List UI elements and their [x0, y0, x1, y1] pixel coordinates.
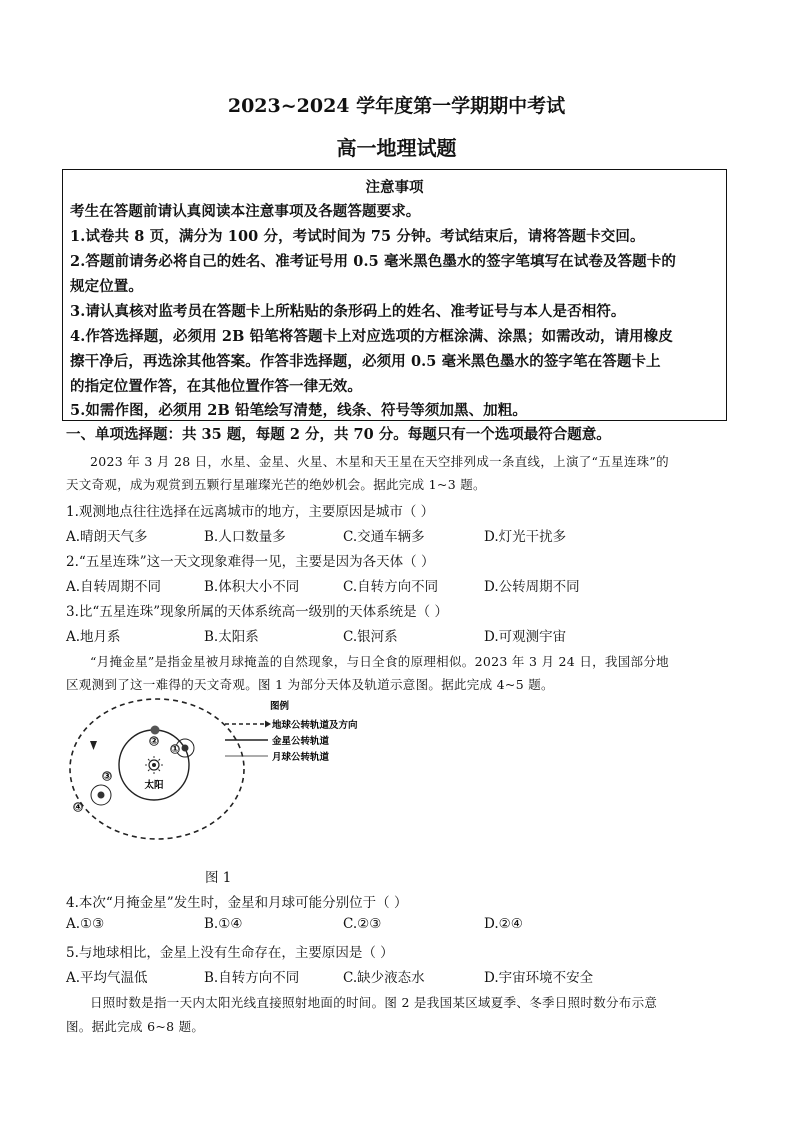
section-title: 一、单项选择题：共 35 题，每题 2 分，共 70 分。每题只有一个选项最符合题意。: [66, 426, 611, 443]
q5-option-a: A.平均气温低: [66, 970, 148, 986]
figure-1-caption: 图 1: [205, 870, 232, 886]
position-markers: [74, 736, 180, 813]
passage-line: 天文奇观，成为观赏到五颗行星璀璨光芒的绝妙机会。据此完成 1~3 题。: [66, 477, 486, 492]
q1-option-b: B.人口数量多: [204, 529, 286, 545]
q2-option-d: D.公转周期不同: [484, 579, 580, 595]
q5-option-b: B.自转方向不同: [204, 970, 300, 986]
passage-line: 图。据此完成 6~8 题。: [66, 1019, 205, 1034]
marker-4: ④: [73, 802, 83, 813]
notice-line: 4.作答选择题，必须用 2B 铅笔将答题卡上对应选项的方框涂满、涂黑；如需改动，请用橡皮: [70, 328, 673, 345]
q1-option-d: D.灯光干扰多: [484, 529, 567, 545]
marker-1: ①: [170, 744, 180, 755]
q4-option-a: A.①③: [66, 916, 105, 932]
q3-option-d: D.可观测宇宙: [484, 629, 567, 645]
earth-left: [98, 792, 105, 799]
q5-option-c: C.缺少液态水: [343, 970, 425, 986]
question-5-stem: 5.与地球相比，金星上没有生命存在，主要原因是（ ）: [66, 945, 394, 961]
earth-right: [182, 745, 189, 752]
notice-line: 考生在答题前请认真阅读本注意事项及各题答题要求。: [70, 203, 421, 220]
q2-option-c: C.自转方向不同: [343, 579, 439, 595]
notice-line: 1.试卷共 8 页，满分为 100 分，考试时间为 75 分钟。考试结束后，请将答题卡交回。: [70, 228, 645, 245]
passage-line: 2023 年 3 月 28 日，水星、金星、火星、木星和天王星在天空排列成一条直线，上演了“五星连珠”的: [90, 454, 669, 469]
venus-planet: [151, 726, 160, 735]
notice-heading: 注意事项: [365, 179, 424, 196]
q4-option-c: C.②③: [343, 916, 382, 932]
legend-title: 图例: [270, 701, 290, 712]
notice-line: 的指定位置作答，在其他位置作答一律无效。: [70, 378, 362, 395]
notice-line: 擦干净后，再选涂其他答案。作答非选择题，必须用 0.5 毫米黑色墨水的签字笔在答题卡上: [70, 353, 661, 370]
question-3-stem: 3.比“五星连珠”现象所属的天体系统高一级别的天体系统是（ ）: [66, 604, 448, 620]
question-4-stem: 4.本次“月掩金星”发生时，金星和月球可能分别位于（ ）: [66, 895, 408, 911]
exam-title: 2023~2024 学年度第一学期期中考试: [227, 95, 566, 117]
sun-label: 太阳: [144, 780, 164, 791]
notice-line: 3.请认真核对监考员在答题卡上所粘贴的条形码上的姓名、准考证号与本人是否相符。: [70, 303, 626, 320]
notice-line: 5.如需作图，必须用 2B 铅笔绘写清楚，线条、符号等须加黑、加粗。: [70, 402, 527, 419]
legend-item-earth-orbit: 地球公转轨道及方向: [272, 720, 358, 731]
notice-line: 2.答题前请务必将自己的姓名、准考证号用 0.5 毫米黑色墨水的签字笔填写在试卷及答题卡的: [70, 253, 676, 270]
legend-item-venus-orbit: 金星公转轨道: [272, 736, 330, 747]
q2-option-b: B.体积大小不同: [204, 579, 300, 595]
figure-1-orbit-diagram: [62, 697, 382, 847]
question-2-stem: 2.“五星连珠”这一天文现象难得一见，主要是因为各天体（ ）: [66, 554, 435, 570]
notice-box: [62, 169, 727, 421]
passage-line: 区观测到了这一难得的天文奇观。图 1 为部分天体及轨道示意图。据此完成 4~5 题。: [66, 677, 554, 692]
q4-option-b: B.①④: [204, 916, 243, 932]
notice-line: 规定位置。: [70, 278, 143, 295]
exam-subtitle: 高一地理试题: [336, 136, 457, 160]
marker-2: ②: [149, 736, 159, 747]
sun-icon: [145, 756, 163, 774]
legend-arrow-icon: [265, 721, 271, 728]
q1-option-a: A.晴朗天气多: [66, 529, 148, 545]
direction-arrow-icon: [90, 741, 97, 750]
q1-option-c: C.交通车辆多: [343, 529, 425, 545]
q2-option-a: A.自转周期不同: [66, 579, 162, 595]
q3-option-a: A.地月系: [66, 629, 121, 645]
passage-line: 日照时数是指一天内太阳光线直接照射地面的时间。图 2 是我国某区域夏季、冬季日照时数分布示意: [90, 995, 658, 1010]
marker-3: ③: [102, 771, 112, 782]
q5-option-d: D.宇宙环境不安全: [484, 970, 594, 986]
legend-item-moon-orbit: 月球公转轨道: [272, 752, 330, 763]
q4-option-d: D.②④: [484, 916, 523, 932]
question-1-stem: 1.观测地点往往选择在远离城市的地方，主要原因是城市（ ）: [66, 504, 435, 520]
q3-option-b: B.太阳系: [204, 629, 259, 645]
q3-option-c: C.银河系: [343, 629, 398, 645]
passage-line: “月掩金星”是指金星被月球掩盖的自然现象，与日全食的原理相似。2023 年 3 月 24 日，我国部分地: [90, 654, 669, 669]
